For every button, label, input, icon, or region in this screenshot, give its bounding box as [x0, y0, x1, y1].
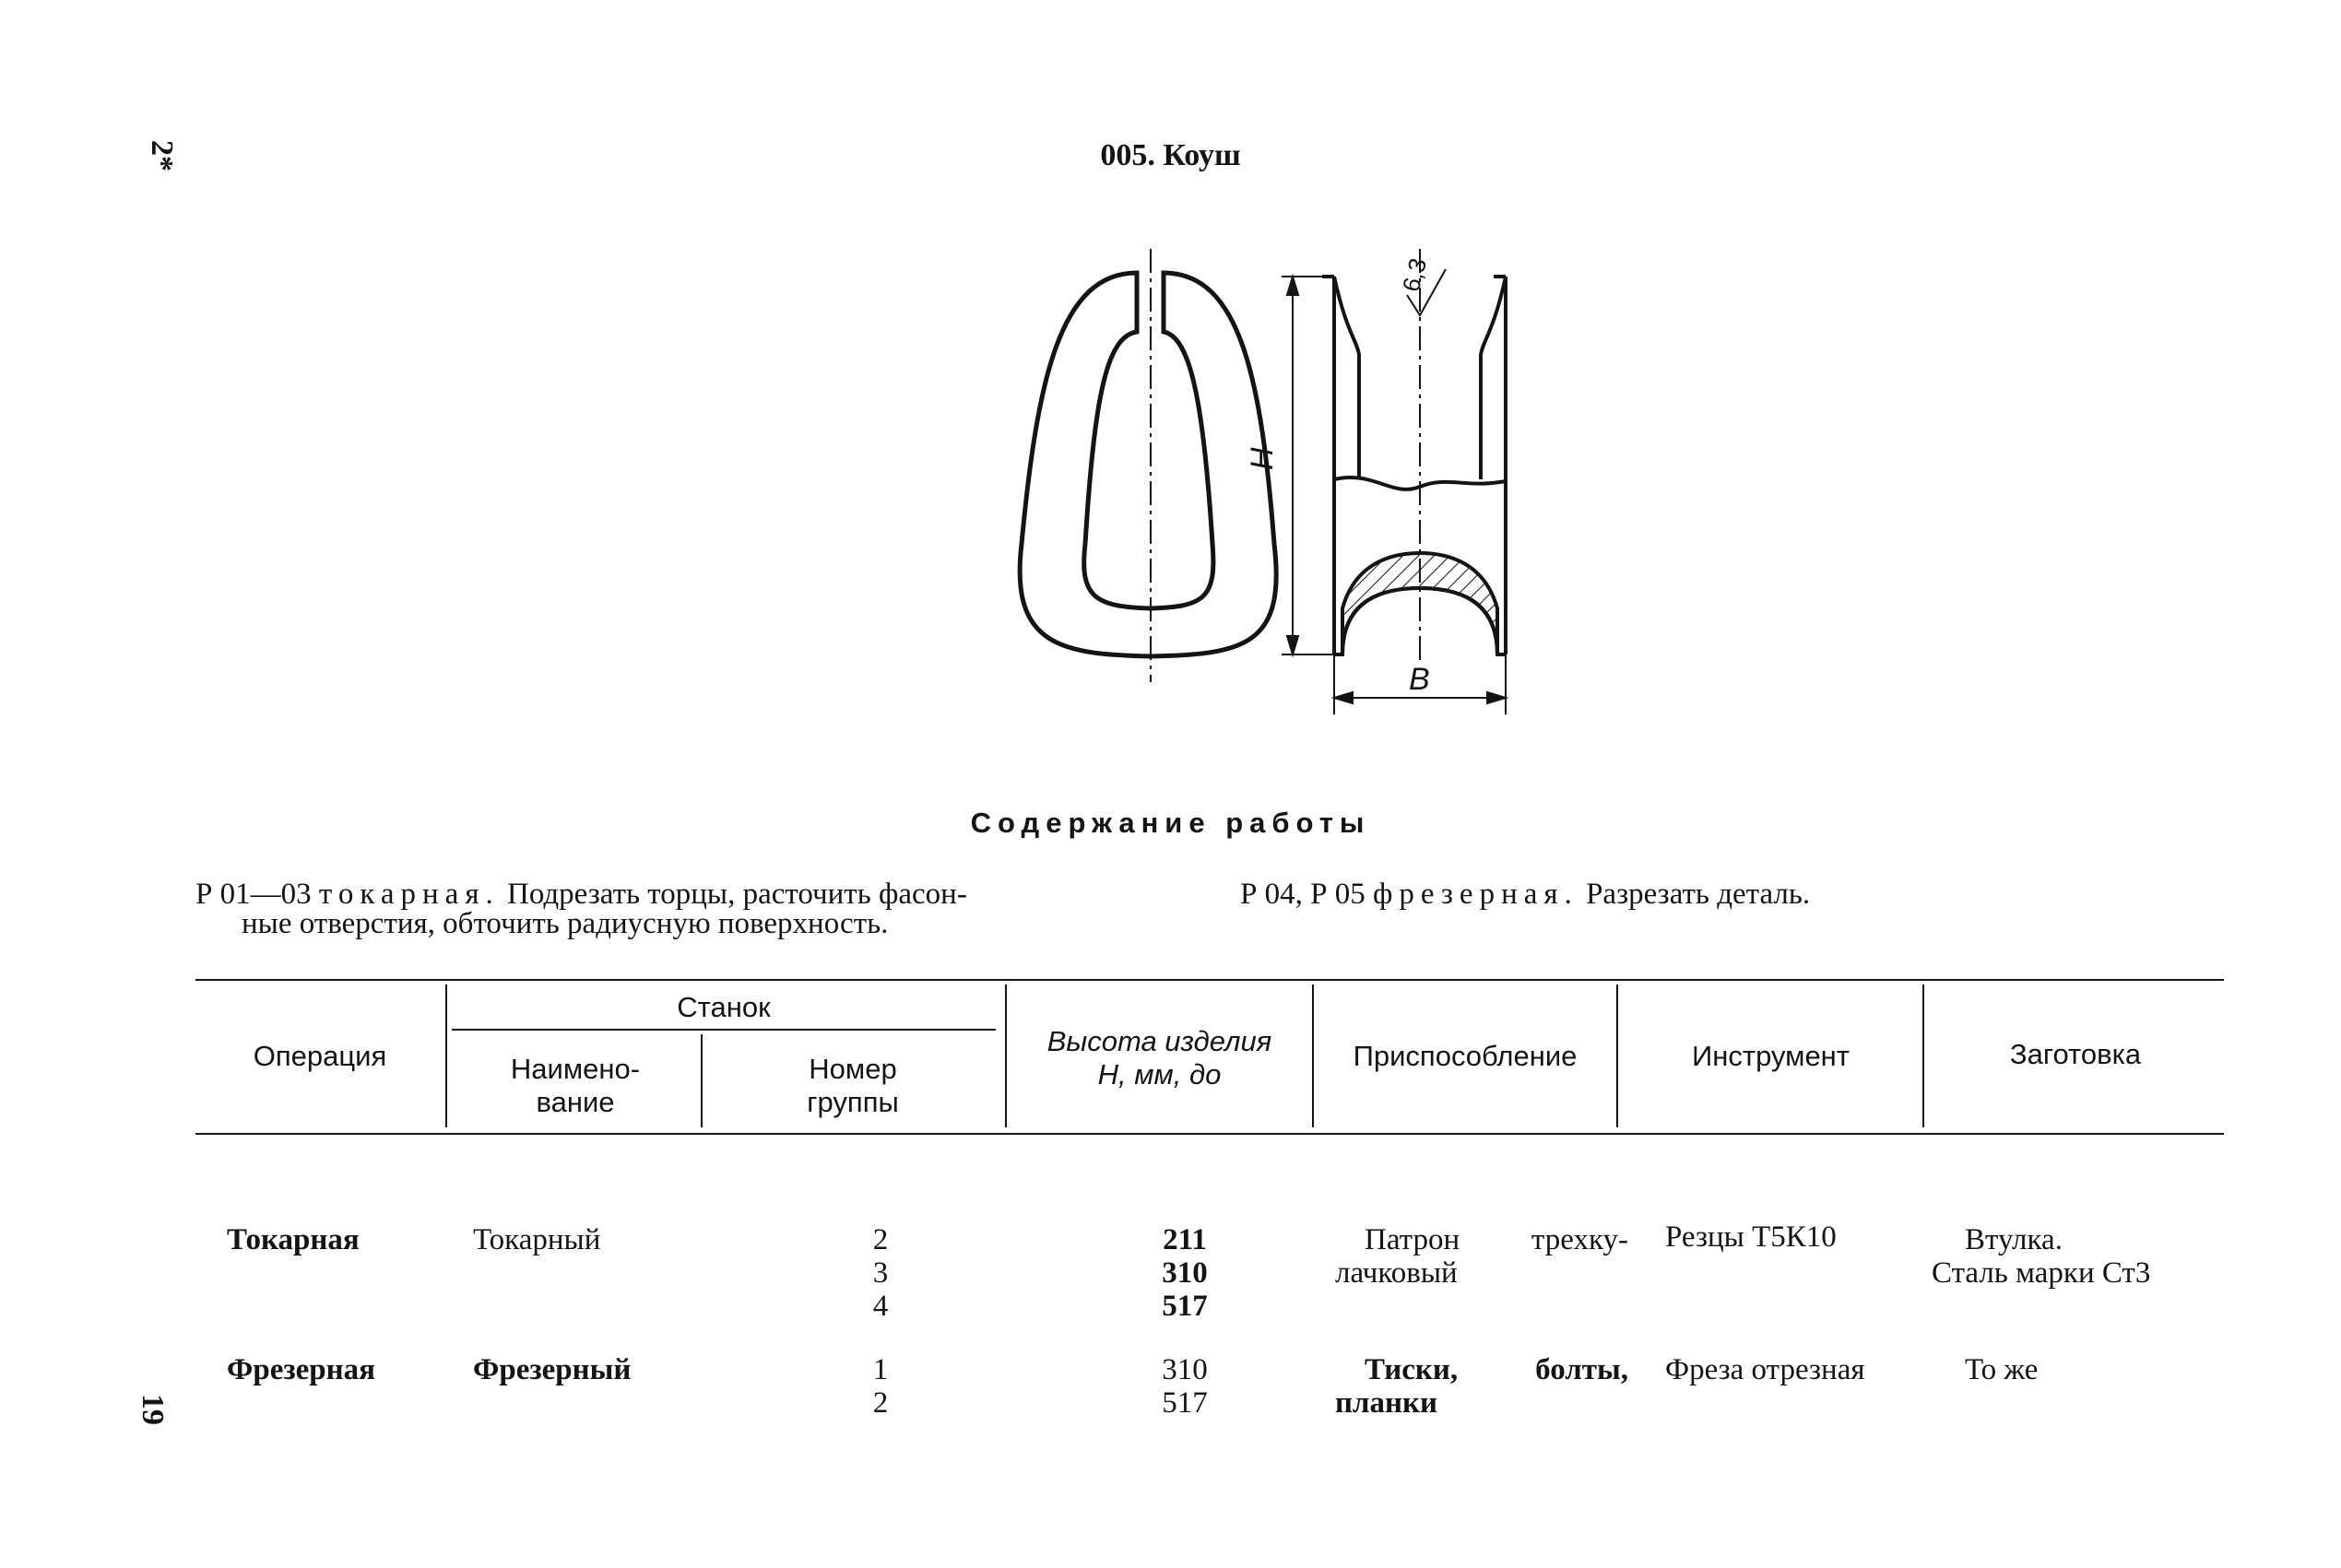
table-header-rule	[195, 1133, 2224, 1135]
table-divider	[1616, 984, 1618, 1127]
table-divider	[1005, 984, 1007, 1127]
machine-group-rule	[452, 1029, 996, 1031]
table-divider	[1312, 984, 1314, 1127]
header-tool: Инструмент	[1691, 1040, 1850, 1072]
description-turning-text: Подрезать торцы, расточить фасон-	[507, 878, 967, 911]
header-machine-name	[452, 1053, 699, 1119]
header-machine-name-line: Наимено-	[510, 1053, 641, 1085]
page-mark-top: 2*	[145, 140, 179, 171]
row1-group: 2	[872, 1223, 889, 1256]
header-machine-number-line: Номер	[809, 1053, 897, 1085]
row2-operation: Фрезерная	[227, 1353, 375, 1386]
thimble-drawing	[1005, 249, 1540, 733]
table-top-rule	[195, 979, 2224, 981]
header-machine-number-line: группы	[807, 1086, 899, 1118]
row1-fixture-word: Патрон	[1365, 1223, 1460, 1256]
page-number: 19	[136, 1394, 170, 1425]
row2-fixture-word: планки	[1335, 1386, 1438, 1420]
row1-fixture-word: лачковый	[1335, 1256, 1458, 1290]
description-milling-operation: фрезерная.	[1372, 878, 1578, 911]
row1-tool: Резцы Т5К10	[1665, 1220, 1837, 1254]
table-divider	[701, 1034, 703, 1127]
table-divider	[445, 984, 447, 1127]
row2-height: 310	[1162, 1353, 1208, 1386]
row1-fixture-word: трехку-	[1531, 1223, 1628, 1256]
table-divider	[1922, 984, 1924, 1127]
row1-machine: Токарный	[473, 1223, 601, 1256]
row1-blank-line: Сталь марки Ст3	[1932, 1256, 2151, 1290]
dimension-h-label: H	[1245, 447, 1280, 470]
roughness-label: 6,3	[1396, 254, 1433, 295]
row1-heights	[1129, 1223, 1240, 1323]
dimension-h	[1282, 277, 1333, 654]
row2-fixture-word: Тиски,	[1365, 1353, 1459, 1386]
row1-height: 211	[1163, 1223, 1207, 1256]
header-height-line: H, мм, до	[1097, 1058, 1222, 1091]
row2-tool: Фреза отрезная	[1665, 1353, 1865, 1386]
row1-group: 4	[872, 1290, 889, 1323]
row2-group: 2	[872, 1386, 889, 1420]
description-milling	[1240, 874, 2070, 914]
header-machine-name-line: вание	[536, 1086, 615, 1118]
dimension-b-label: B	[1409, 662, 1430, 697]
header-height-line: Высота изделия	[1046, 1025, 1272, 1057]
row1-operation: Токарная	[227, 1223, 360, 1256]
description-turning-operation: токарная.	[318, 878, 500, 911]
front-view	[1020, 273, 1276, 656]
row2-machine: Фрезерный	[473, 1353, 632, 1386]
row2-height: 517	[1162, 1386, 1208, 1420]
description-turning-text-cont: ные отверстия, обточить радиусную поверхность.	[242, 907, 889, 940]
row2-groups	[830, 1353, 931, 1420]
row1-blank	[1932, 1223, 2204, 1290]
row1-height: 310	[1162, 1256, 1208, 1290]
row2-fixture	[1335, 1353, 1628, 1420]
description-milling-code: Р 04, Р 05	[1240, 878, 1366, 911]
row2-heights	[1129, 1353, 1240, 1420]
header-machine: Станок	[677, 991, 771, 1023]
row1-blank-line: Втулка.	[1965, 1223, 2063, 1256]
header-blank: Заготовка	[2009, 1038, 2142, 1070]
row2-blank: То же	[1965, 1353, 2039, 1386]
description-turning-code: Р 01—03	[195, 878, 312, 911]
row2-group: 1	[872, 1353, 889, 1386]
row1-height: 517	[1162, 1290, 1208, 1323]
header-height	[1010, 1025, 1309, 1091]
section-heading: Содержание работы	[970, 807, 1371, 839]
description-milling-text: Разрезать деталь.	[1586, 878, 1811, 911]
row2-fixture-word: болты,	[1535, 1353, 1628, 1386]
row1-groups	[830, 1223, 931, 1323]
description-turning	[195, 874, 1191, 944]
header-fixture: Приспособление	[1353, 1040, 1578, 1072]
header-operation: Операция	[253, 1040, 387, 1072]
row1-fixture	[1335, 1223, 1628, 1290]
page-title: 005. Коуш	[1100, 138, 1241, 172]
header-machine-number	[705, 1053, 1000, 1119]
thimble-svg	[1005, 249, 1540, 728]
row1-group: 3	[872, 1256, 889, 1290]
